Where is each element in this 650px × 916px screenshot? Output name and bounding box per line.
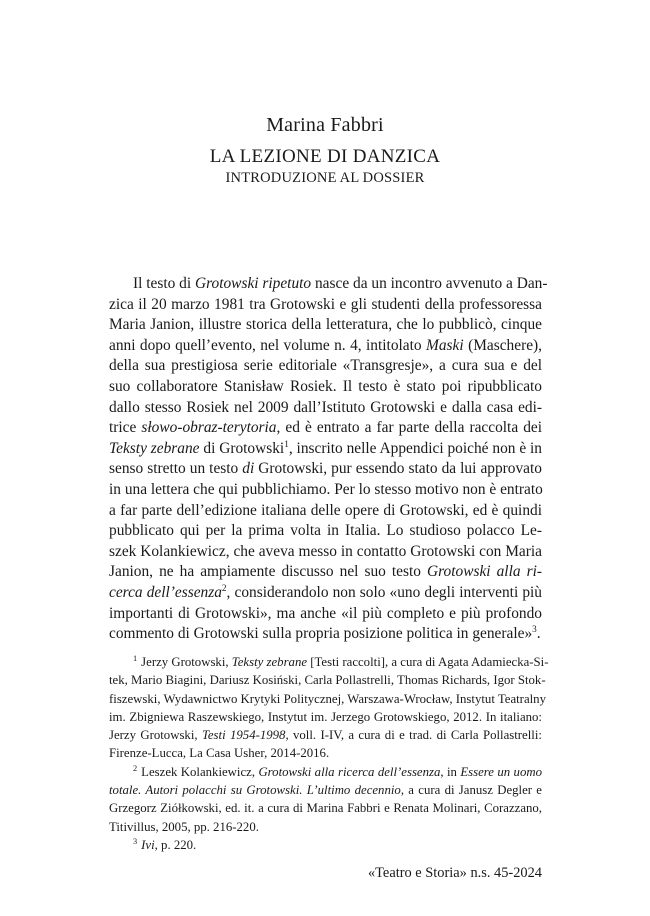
text-line: dallo stesso Rosiek nel 2009 dall’Istituto Grotowski e dalla casa edi- <box>109 398 542 416</box>
article-title: LA LEZIONE DI DANZICA <box>209 146 441 167</box>
text-line: anni dopo quell’evento, nel volume n. 4, intitolato Maski (Maschere), <box>109 336 542 354</box>
footnotes <box>109 653 549 854</box>
footnote-ref-1[interactable]: 1 <box>284 438 289 449</box>
text-line: Maria Janion, illustre storica della letteratura, che lo pubblicò, cinque <box>109 316 542 334</box>
footnote-3: $^3$ Ivi, p. 220. <box>133 836 197 852</box>
text-line: commento di Grotowski sulla propria posizione politica in generale»$^3$. <box>109 623 541 643</box>
footnote-line: fiszewski, Wydawnictwo Krytyki Politycznej, Warszawa-Wrocław, Instytut Teatralny <box>109 691 546 706</box>
text-line: Il testo di Grotowski ripetuto nasce da un incontro avvenuto a Dan- <box>133 275 548 292</box>
text-line: a far parte dell’edizione italiana delle opere di Grotowski, ed è quindi <box>109 501 542 519</box>
footnote-ref-3[interactable]: 3 <box>532 623 537 634</box>
text-line: trice słowo-obraz-terytoria, ed è entrato a far parte della raccolta dei <box>109 419 543 437</box>
text-line: senso stretto un testo di Grotowski, pur essendo stato da lui approvato <box>109 460 542 478</box>
footnote-line: tek, Mario Biagini, Dariusz Kosiński, Carla Pollastrelli, Thomas Richards, Igor Stok- <box>109 673 546 688</box>
footnote-line: Firenze-Lucca, La Casa Usher, 2014-2016. <box>109 746 330 761</box>
footnote-line: totale. Autori polacchi su Grotowski. L’ultimo decennio, a cura di Janusz Degler e <box>109 783 542 798</box>
footnote-1: $^1$ Jerzy Grotowski, Teksty zebrane [Testi raccolti], a cura di Agata Adamiecka-Si- <box>133 653 549 669</box>
body-paragraph <box>109 274 548 645</box>
footnote-line: im. Zbigniewa Raszewskiego, Instytut im. Jerzego Grotowskiego, 2012. In italiano: <box>109 709 542 724</box>
footnote-line: Grzegorz Ziółkowski, ed. it. a cura di Marina Fabbri e Renata Molinari, Corazzano, <box>109 801 542 816</box>
author-name: Marina Fabbri <box>266 114 384 136</box>
text-line: in una lettera che qui pubblichiamo. Per lo stesso motivo non è entrato <box>109 480 543 498</box>
text-line: cerca dell’essenza$^2$, considerandolo non solo «uno degli interventi più <box>109 582 542 601</box>
text-line: suo collaboratore Stanisław Rosiek. Il testo è stato poi ripubblicato <box>109 377 542 395</box>
text-line: szek Kolankiewicz, che aveva messo in contatto Grotowski con Maria <box>109 542 542 560</box>
journal-footer: «Teatro e Storia» n.s. 45-2024 <box>367 865 542 881</box>
footnote-line: Titivillus, 2005, pp. 216-220. <box>109 819 259 834</box>
text-line: zica il 20 marzo 1981 tra Grotowski e gli studenti della professoressa <box>109 295 542 313</box>
article-subtitle: INTRODUZIONE AL DOSSIER <box>225 170 425 186</box>
footnote-line: Jerzy Grotowski, Testi 1954-1998, voll. I-IV, a cura di e trad. di Carla Pollastrelli: <box>109 728 542 743</box>
text-line: Teksty zebrane di Grotowski$^1$, inscrito nelle Appendici poiché non è in <box>109 438 542 457</box>
footnote-ref-2[interactable]: 2 <box>221 582 227 593</box>
text-line: della sua prestigiosa serie editoriale «Transgresje», a cura sua e del <box>109 357 542 375</box>
text-line: Janion, ne ha ampiamente discusso nel suo testo Grotowski alla ri- <box>109 563 542 581</box>
footnote-2: $^2$ Leszek Kolankiewicz, Grotowski alla ricerca dell’essenza, in Essere un uomo <box>133 763 542 779</box>
text-line: pubblicato qui per la prima volta in Italia. Lo studioso polacco Le- <box>109 522 542 540</box>
text-line: importanti di Grotowski», ma anche «il più completo e più profondo <box>109 604 542 622</box>
